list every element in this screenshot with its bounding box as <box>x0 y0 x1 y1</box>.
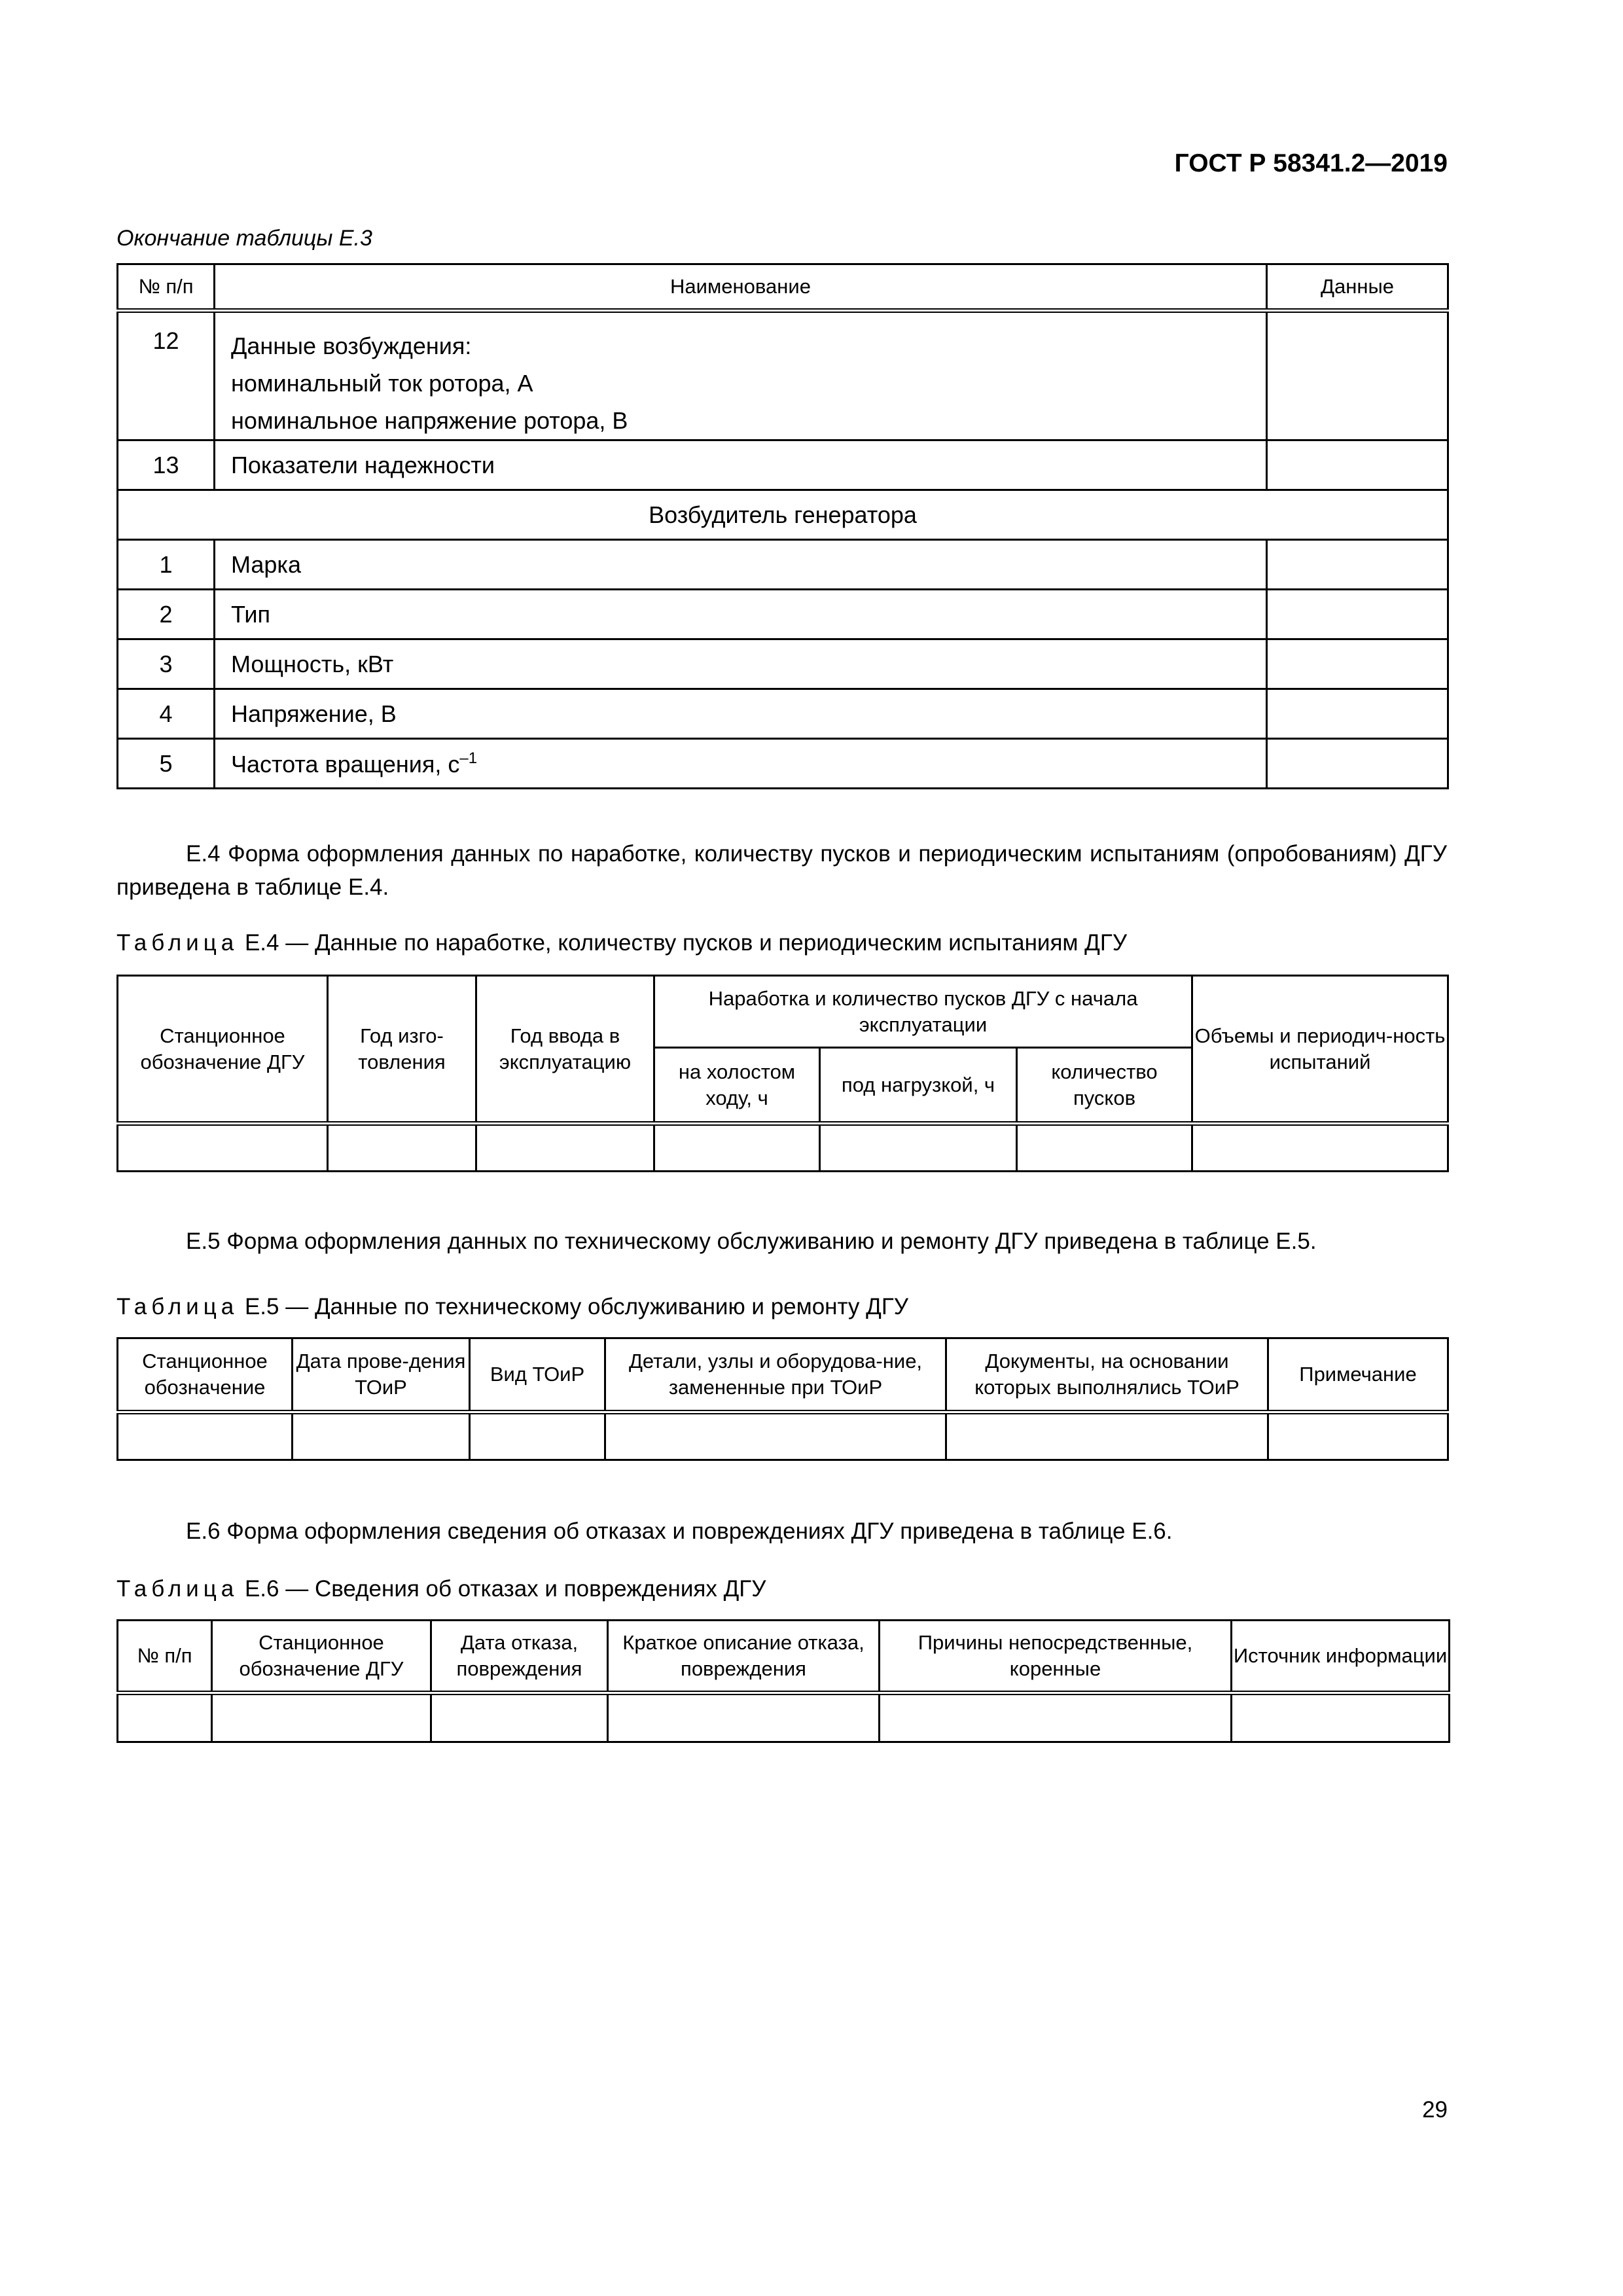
data-cell <box>1267 689 1448 739</box>
table-row <box>118 540 1448 590</box>
table-row <box>118 689 1448 739</box>
caption-text: Е.5 — Данные по техническому обслуживанию и ремонту ДГУ <box>238 1294 909 1319</box>
column-subheader: количество пусков <box>1017 1048 1192 1124</box>
row-line: номинальное напряжение ротора, В <box>231 407 628 434</box>
row-name <box>215 311 1267 440</box>
data-cell <box>1267 639 1448 689</box>
paragraph-text: Е.6 Форма оформления сведения об отказах и повреждениях ДГУ приведена в таблице Е.6. <box>186 1518 1173 1544</box>
data-cell <box>608 1693 880 1742</box>
caption-word: Таблица <box>116 930 239 956</box>
column-subheader: под нагрузкой, ч <box>820 1048 1017 1124</box>
data-cell <box>293 1412 470 1460</box>
column-header: Год изго-товления <box>328 976 476 1124</box>
column-header: Причины непосредственные, коренные <box>880 1621 1232 1693</box>
column-header: Дата отказа, повреждения <box>431 1621 608 1693</box>
section-title: Возбудитель генератора <box>118 490 1448 540</box>
table-e6 <box>116 1619 1450 1743</box>
row-name <box>215 739 1267 789</box>
paragraph-text: Е.4 Форма оформления данных по наработке, количеству пусков и периодическим испытаниям (опробованиям) ДГУ приведена в таблице Е.4. <box>116 841 1447 900</box>
row-name-text: Частота вращения, с <box>231 750 460 778</box>
table-e3 <box>116 263 1449 789</box>
table-e4 <box>116 975 1449 1172</box>
data-cell <box>946 1412 1268 1460</box>
column-subheader: на холостом ходу, ч <box>654 1048 820 1124</box>
data-cell <box>1267 540 1448 590</box>
data-cell <box>476 1124 654 1172</box>
page-number: 29 <box>1422 2097 1448 2123</box>
table-header-row <box>118 1338 1448 1412</box>
table-row <box>118 1124 1448 1172</box>
table-header-row <box>118 1621 1450 1693</box>
caption-word: Таблица <box>116 1294 239 1319</box>
data-cell <box>470 1412 605 1460</box>
row-number: 4 <box>118 689 215 739</box>
paragraph-e6 <box>116 1515 1447 1548</box>
data-cell <box>1192 1124 1448 1172</box>
data-cell <box>431 1693 608 1742</box>
column-header: Год ввода в эксплуатацию <box>476 976 654 1124</box>
paragraph-e4 <box>116 837 1447 904</box>
row-number: 5 <box>118 739 215 789</box>
paragraph-text: Е.5 Форма оформления данных по техническому обслуживанию и ремонту ДГУ приведена в таблице Е.5. <box>186 1229 1317 1254</box>
column-header: Источник информации <box>1232 1621 1450 1693</box>
column-header: Дата прове-дения ТОиР <box>293 1338 470 1412</box>
column-group-header: Наработка и количество пусков ДГУ с начала эксплуатации <box>654 976 1192 1048</box>
row-number: 12 <box>118 311 215 440</box>
data-cell <box>880 1693 1232 1742</box>
data-cell <box>1267 739 1448 789</box>
data-cell <box>1267 590 1448 639</box>
caption-text: Е.6 — Сведения об отказах и повреждениях ДГУ <box>238 1576 766 1602</box>
data-cell <box>654 1124 820 1172</box>
row-number: 2 <box>118 590 215 639</box>
row-name: Марка <box>215 540 1267 590</box>
table-row <box>118 1412 1448 1460</box>
column-header: Объемы и периодич-ность испытаний <box>1192 976 1448 1124</box>
data-cell <box>820 1124 1017 1172</box>
data-cell <box>118 1412 293 1460</box>
data-cell <box>1017 1124 1192 1172</box>
paragraph-e5 <box>116 1225 1447 1258</box>
section-row <box>118 490 1448 540</box>
data-cell <box>118 1124 328 1172</box>
caption-word: Таблица <box>116 1576 239 1602</box>
column-header: Станционное обозначение ДГУ <box>212 1621 431 1693</box>
column-header: Краткое описание отказа, повреждения <box>608 1621 880 1693</box>
data-cell <box>1267 311 1448 440</box>
row-line: Данные возбуждения: <box>231 332 472 359</box>
row-number: 13 <box>118 440 215 490</box>
table-header-row <box>118 264 1448 311</box>
table-row <box>118 1693 1450 1742</box>
column-header: № п/п <box>118 1621 212 1693</box>
row-number: 3 <box>118 639 215 689</box>
caption-text: Е.4 — Данные по наработке, количеству пусков и периодическим испытаниям ДГУ <box>238 930 1128 956</box>
data-cell <box>118 1693 212 1742</box>
table-row <box>118 440 1448 490</box>
column-header: Наименование <box>215 264 1267 311</box>
row-name: Тип <box>215 590 1267 639</box>
table-caption-e5 <box>116 1294 908 1320</box>
data-cell <box>328 1124 476 1172</box>
data-cell <box>1268 1412 1448 1460</box>
table-continuation-label: Окончание таблицы Е.3 <box>116 226 372 251</box>
column-header: Данные <box>1267 264 1448 311</box>
table-header-row <box>118 976 1448 1048</box>
row-name: Показатели надежности <box>215 440 1267 490</box>
table-row <box>118 739 1448 789</box>
superscript: –1 <box>459 749 478 767</box>
data-cell <box>1232 1693 1450 1742</box>
column-header: Станционное обозначение ДГУ <box>118 976 328 1124</box>
column-header: Станционное обозначение <box>118 1338 293 1412</box>
data-cell <box>212 1693 431 1742</box>
column-header: № п/п <box>118 264 215 311</box>
table-e5 <box>116 1337 1449 1461</box>
table-row <box>118 590 1448 639</box>
table-caption-e6 <box>116 1576 766 1602</box>
row-number: 1 <box>118 540 215 590</box>
column-header: Документы, на основании которых выполнялись ТОиР <box>946 1338 1268 1412</box>
data-cell <box>605 1412 946 1460</box>
data-cell <box>1267 440 1448 490</box>
table-row <box>118 311 1448 440</box>
column-header: Детали, узлы и оборудова-ние, замененные при ТОиР <box>605 1338 946 1412</box>
table-caption-e4 <box>116 930 1127 956</box>
column-header: Примечание <box>1268 1338 1448 1412</box>
document-id: ГОСТ Р 58341.2—2019 <box>1174 149 1448 177</box>
row-name: Напряжение, В <box>215 689 1267 739</box>
row-name: Мощность, кВт <box>215 639 1267 689</box>
row-line: номинальный ток ротора, А <box>231 370 533 397</box>
column-header: Вид ТОиР <box>470 1338 605 1412</box>
table-row <box>118 639 1448 689</box>
